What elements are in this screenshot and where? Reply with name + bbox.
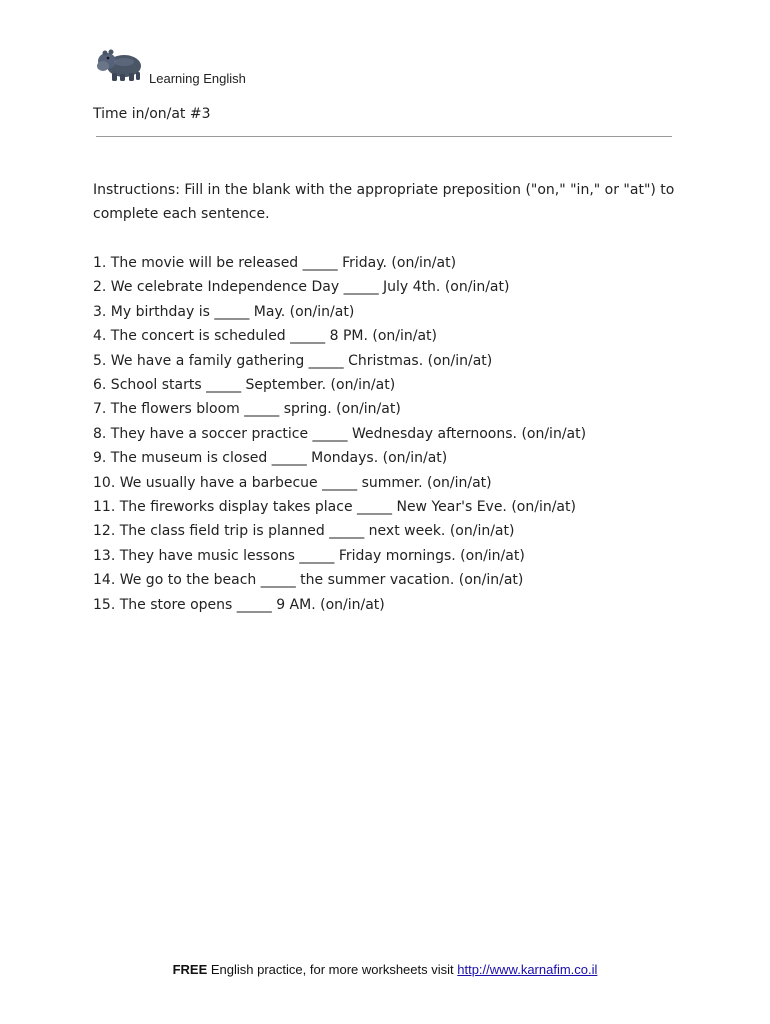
page-header <box>96 44 396 88</box>
footer-free: FREE <box>172 962 208 977</box>
question-item: 13. They have music lessons _____ Friday mornings. (on/in/at) <box>93 547 525 564</box>
question-item: 11. The fireworks display takes place _____ New Year's Eve. (on/in/at) <box>93 499 576 516</box>
question-item: 8. They have a soccer practice _____ Wednesday afternoons. (on/in/at) <box>93 425 587 442</box>
question-item: 14. We go to the beach _____ the summer vacation. (on/in/at) <box>93 572 524 589</box>
question-item: 6. School starts _____ September. (on/in/at) <box>93 377 396 394</box>
page-footer <box>0 962 770 977</box>
question-item: 10. We usually have a barbecue _____ summer. (on/in/at) <box>93 474 492 491</box>
worksheet-title: Time in/on/at #3 <box>93 106 211 122</box>
instructions-label: Instructions <box>93 182 176 198</box>
footer-text: English practice, for more worksheets visit <box>207 962 458 977</box>
question-item: 1. The movie will be released _____ Friday. (on/in/at) <box>93 255 457 271</box>
question-item: 9. The museum is closed _____ Mondays. (on/in/at) <box>93 450 448 467</box>
question-item: 3. My birthday is _____ May. (on/in/at) <box>93 303 355 320</box>
question-item: 4. The concert is scheduled _____ 8 PM. (on/in/at) <box>93 328 438 345</box>
instructions-text: : Fill in the blank with the appropriate preposition ("on," "in," or "at") to complete each sentence. <box>93 182 675 222</box>
title-divider <box>96 136 672 137</box>
hippo-icon <box>96 46 144 82</box>
footer-link[interactable]: http://www.karnafim.co.il <box>457 962 598 977</box>
question-item: 2. We celebrate Independence Day _____ July 4th. (on/in/at) <box>93 279 510 296</box>
instructions <box>93 178 683 226</box>
question-item: 5. We have a family gathering _____ Christmas. (on/in/at) <box>93 352 493 369</box>
brand-name: Learning English <box>149 71 246 86</box>
question-item: 7. The flowers bloom _____ spring. (on/in/at) <box>93 401 401 418</box>
question-item: 12. The class field trip is planned _____ next week. (on/in/at) <box>93 523 515 540</box>
question-list <box>93 251 693 617</box>
question-item: 15. The store opens _____ 9 AM. (on/in/at) <box>93 596 385 613</box>
